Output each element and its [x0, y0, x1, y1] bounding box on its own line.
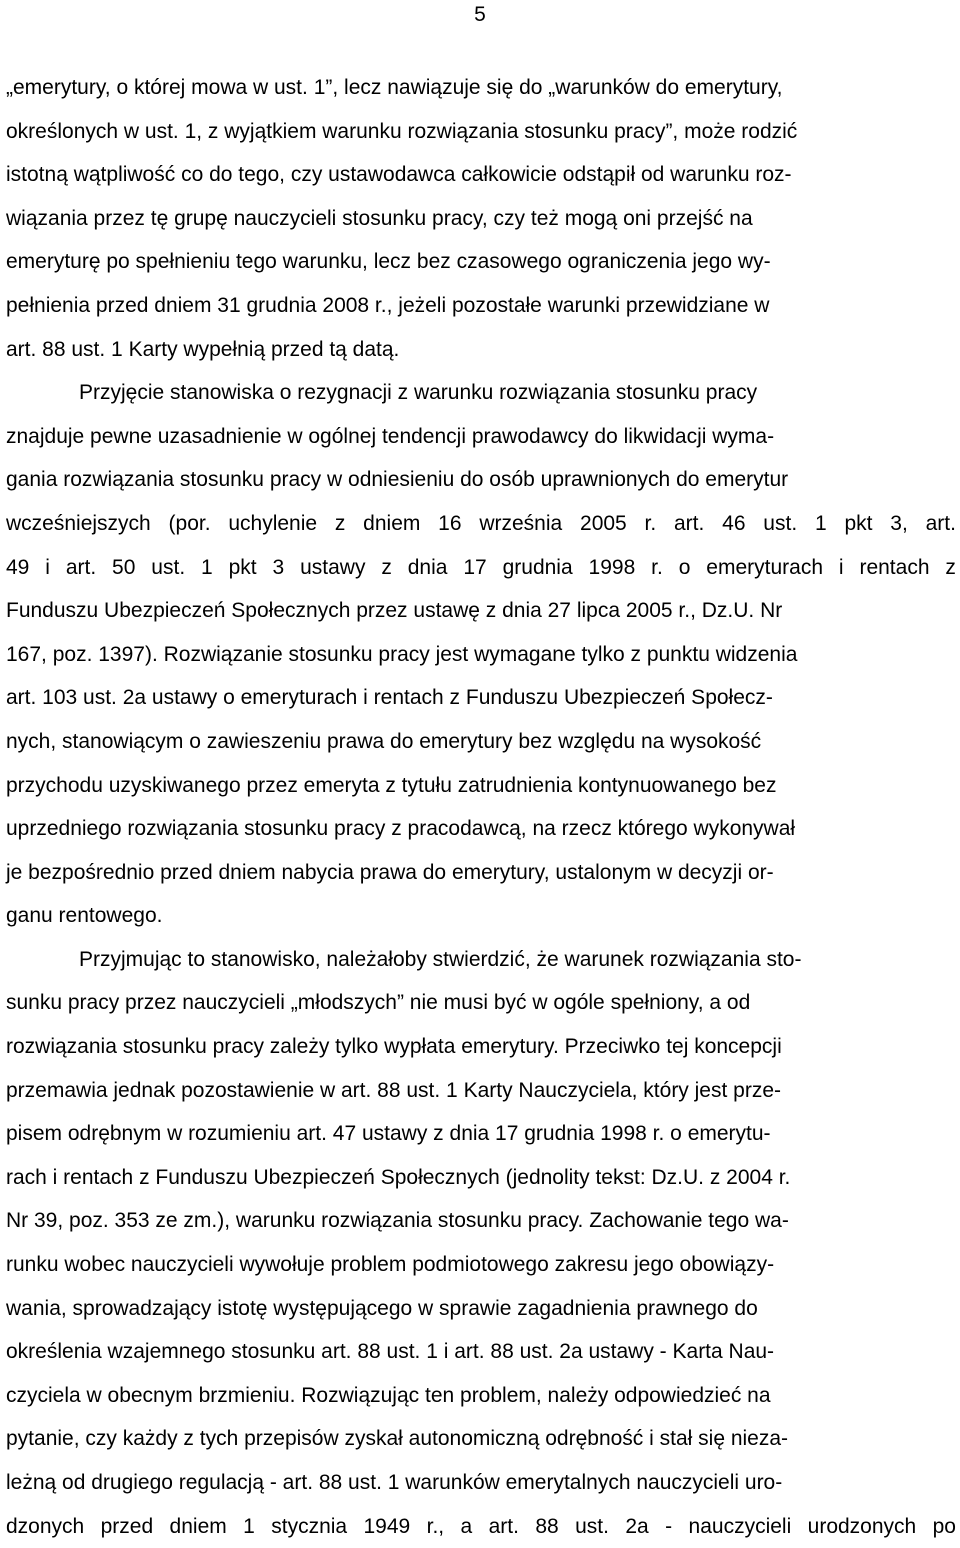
text-line: leżną od drugiego regulacją - art. 88 ust. 1 warunków emerytalnych nauczycieli uro- — [6, 1471, 783, 1494]
text-line: uprzedniego rozwiązania stosunku pracy z pracodawcą, na rzecz którego wykonywał — [6, 817, 796, 841]
text-line: Przyjmując to stanowisko, należałoby stwierdzić, że warunek rozwiązania sto- — [79, 947, 802, 971]
text-line: dzonych przed dniem 1 stycznia 1949 r., a art. 88 ust. 2a - nauczycieli urodzonych po — [6, 1514, 956, 1538]
text-line: rach i rentach z Funduszu Ubezpieczeń Społecznych (jednolity tekst: Dz.U. z 2004 r. — [6, 1165, 791, 1189]
text-line: określonych w ust. 1, z wyjątkiem warunku rozwiązania stosunku pracy”, może rodzić — [6, 119, 798, 143]
text-line: wania, sprowadzający istotę występującego w sprawie zagadnienia prawnego do — [6, 1296, 758, 1320]
text-line: emeryturę po spełnieniu tego warunku, lecz bez czasowego ograniczenia jego wy- — [6, 250, 771, 274]
text-line: pytanie, czy każdy z tych przepisów zyskał autonomiczną odrębność i stał się nieza- — [6, 1427, 789, 1451]
text-line: 49 i art. 50 ust. 1 pkt 3 ustawy z dnia 17 grudnia 1998 r. o emeryturach i rentach z — [6, 555, 956, 579]
text-line: Nr 39, poz. 353 ze zm.), warunku rozwiązania stosunku pracy. Zachowanie tego wa- — [6, 1209, 789, 1233]
page-number: 5 — [474, 3, 486, 26]
document-body — [6, 66, 958, 1548]
text-line: znajduje pewne uzasadnienie w ogólnej tendencji prawodawcy do likwidacji wyma- — [6, 424, 775, 448]
text-line: art. 88 ust. 1 Karty wypełnią przed tą datą. — [6, 337, 400, 361]
text-line: nych, stanowiącym o zawieszeniu prawa do emerytury bez względu na wysokość — [6, 729, 762, 753]
text-line: przychodu uzyskiwanego przez emeryta z tytułu zatrudnienia kontynuowanego bez — [6, 773, 777, 797]
text-line: czyciela w obecnym brzmieniu. Rozwiązując ten problem, należy odpowiedzieć na — [6, 1383, 771, 1407]
text-line: sunku pracy przez nauczycieli „młodszych” nie musi być w ogóle spełniony, a od — [6, 991, 751, 1015]
text-line: art. 103 ust. 2a ustawy o emeryturach i rentach z Funduszu Ubezpieczeń Społecz- — [6, 686, 773, 710]
text-line: wiązania przez tę grupę nauczycieli stosunku pracy, czy też mogą oni przejść na — [6, 206, 753, 230]
text-line: pełnienia przed dniem 31 grudnia 2008 r., jeżeli pozostałe warunki przewidziane w — [6, 293, 770, 317]
text-line: ganu rentowego. — [6, 904, 163, 928]
text-line: rozwiązania stosunku pracy zależy tylko wypłata emerytury. Przeciwko tej koncepcji — [6, 1035, 782, 1059]
text-line: przemawia jednak pozostawienie w art. 88 ust. 1 Karty Nauczyciela, który jest prze- — [6, 1078, 782, 1102]
text-line: określenia wzajemnego stosunku art. 88 ust. 1 i art. 88 ust. 2a ustawy - Karta Nau- — [6, 1340, 775, 1364]
text-line: istotną wątpliwość co do tego, czy ustawodawca całkowicie odstąpił od warunku roz- — [6, 163, 792, 187]
text-line: „emerytury, o której mowa w ust. 1”, lecz nawiązuje się do „warunków do emerytury, — [6, 76, 783, 99]
text-line: Przyjęcie stanowiska o rezygnacji z warunku rozwiązania stosunku pracy — [79, 381, 758, 405]
text-line: pisem odrębnym w rozumieniu art. 47 ustawy z dnia 17 grudnia 1998 r. o emerytu- — [6, 1122, 771, 1146]
text-line: wcześniejszych (por. uchylenie z dniem 16 września 2005 r. art. 46 ust. 1 pkt 3, art. — [6, 511, 956, 535]
text-line: gania rozwiązania stosunku pracy w odniesieniu do osób uprawnionych do emerytur — [6, 468, 789, 492]
text-line: runku wobec nauczycieli wywołuje problem podmiotowego zakresu jego obowiązy- — [6, 1253, 775, 1277]
text-line: 167, poz. 1397). Rozwiązanie stosunku pracy jest wymagane tylko z punktu widzenia — [6, 642, 798, 666]
text-line: je bezpośrednio przed dniem nabycia prawa do emerytury, ustalonym w decyzji or- — [6, 860, 774, 884]
text-line: Funduszu Ubezpieczeń Społecznych przez ustawę z dnia 27 lipca 2005 r., Dz.U. Nr — [6, 599, 783, 623]
